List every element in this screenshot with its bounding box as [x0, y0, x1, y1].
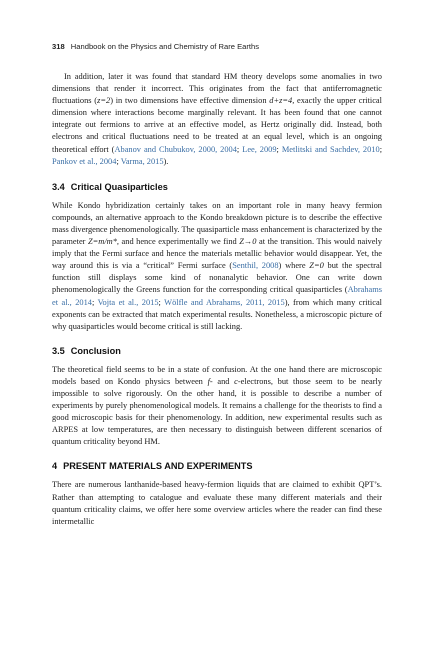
text-run: In addition, later it was found that standard HM theory develops some anomalies in two dimensions that render it incorrect. This originates from the fact that antiferromagnetic fluctuations (: [52, 72, 382, 106]
section-heading-3-4: [52, 182, 382, 192]
variable-inline: c: [234, 376, 238, 386]
section-number: 3.5: [52, 345, 65, 356]
citation-link[interactable]: Lee, 2009: [242, 144, 277, 154]
equation-inline: Z=m/m*: [88, 237, 117, 247]
text-run: , and hence experimentally we find: [116, 237, 240, 247]
text-run: While Kondo hybridization certainly takes on an important role in many heavy fermion compounds, an alternative approach to the Kondo breakdown picture is to describe the effective mass divergence phenomenologically. The quasiparticle mass enhancement is characterized by the parameter: [52, 200, 382, 247]
variable-inline: f: [207, 376, 210, 386]
section-heading-3-5: [52, 346, 382, 356]
citation-link[interactable]: Senthil, 2008: [232, 261, 279, 271]
section-3-4-paragraph: [52, 200, 382, 333]
section-number: 3.4: [52, 181, 65, 192]
citation-link[interactable]: Varma, 2015: [120, 156, 164, 166]
section-title: Conclusion: [70, 345, 121, 356]
section-heading-4: [52, 461, 382, 471]
separator: ;: [236, 144, 243, 154]
running-header: [52, 42, 382, 51]
citation-link[interactable]: Vojta et al., 2015: [97, 297, 159, 307]
citation-link[interactable]: Wölfle and Abrahams, 2011, 2015: [164, 297, 285, 307]
section-3-5-paragraph: [52, 364, 382, 449]
page-number: 318: [52, 42, 65, 51]
text-run: ).: [163, 156, 169, 166]
section-number: 4: [52, 461, 58, 472]
separator: ;: [276, 144, 282, 154]
text-run: The theoretical field seems to be in a state of confusion. At the one hand there are microscopic models based on Kondo physics between: [52, 364, 382, 386]
text-run: -electrons, but those seem to be nearly impossible to solve rigorously. On the other hand, it is possible to describe a number of experiments by purely phenomenological models. It remains a challenge for the theorists to find a good microscopic basis for their phenomenology. In addition, new experimental results such as ARPES at low temperatures, are then necessary to distinguish between different scenarios of quantum criticality beyond HM.: [52, 376, 382, 447]
separator: ;: [158, 297, 165, 307]
separator: ;: [91, 297, 98, 307]
equation-inline: z=2: [97, 96, 111, 106]
equation-inline: Z→0: [239, 237, 257, 247]
citation-link[interactable]: Pankov et al., 2004: [52, 156, 117, 166]
section-title: PRESENT MATERIALS AND EXPERIMENTS: [63, 461, 253, 472]
equation-inline: Z=0: [309, 261, 324, 271]
section-4-paragraph: There are numerous lanthanide-based heavy-fermion liquids that are claimed to exhibit QPT’s. Rather than attempting to catalogue and evaluate these many different materials and their quantum criticality claims, we offer here some overview articles where the reader can find these intermetallic: [52, 480, 382, 526]
citation-link[interactable]: Metlitski and Sachdev, 2010: [281, 144, 380, 154]
page-body: [52, 71, 382, 528]
separator: ;: [116, 156, 121, 166]
text-run: ) in two dimensions have effective dimension: [110, 96, 270, 106]
text-run: ), from which many critical exponents can be extracted that match experimental results. Nonetheless, a microscopic picture of why quasiparticles would become critical is still lacking.: [52, 297, 383, 331]
separator: ;: [379, 144, 383, 154]
citation-link[interactable]: Abanov and Chubukov, 2000, 2004: [114, 144, 237, 154]
text-run: ) where: [278, 261, 310, 271]
citation-link[interactable]: Abrahams et al., 2014: [52, 285, 382, 307]
text-run: at the transition. This would naively imply that the Fermi surface and hence the materials metallic behavior would disappear. Yet, the way around this is via a “critical” Fermi surface (: [52, 237, 382, 271]
running-title: Handbook on the Physics and Chemistry of Rare Earths: [70, 42, 260, 51]
text-run: - and: [209, 376, 235, 386]
section-title: Critical Quasiparticles: [70, 181, 168, 192]
text-run: , exactly the upper critical dimension where interactions become marginally relevant. It has been found that one cannot integrate out fermions to arrive at an effective model, as Hertz originally did. Instead, both electrons and critical fluctuations need to be treated at an equal level, which is an ongoing theoretical effort (: [52, 96, 382, 154]
text-run: but the spectral function still displays some kind of nonanalytic behavior. One can write down phenomenologically the Greens function for the corresponding critical quasiparticles (: [52, 261, 383, 295]
equation-inline: d+z=4: [269, 96, 293, 106]
intro-paragraph: [52, 71, 382, 168]
